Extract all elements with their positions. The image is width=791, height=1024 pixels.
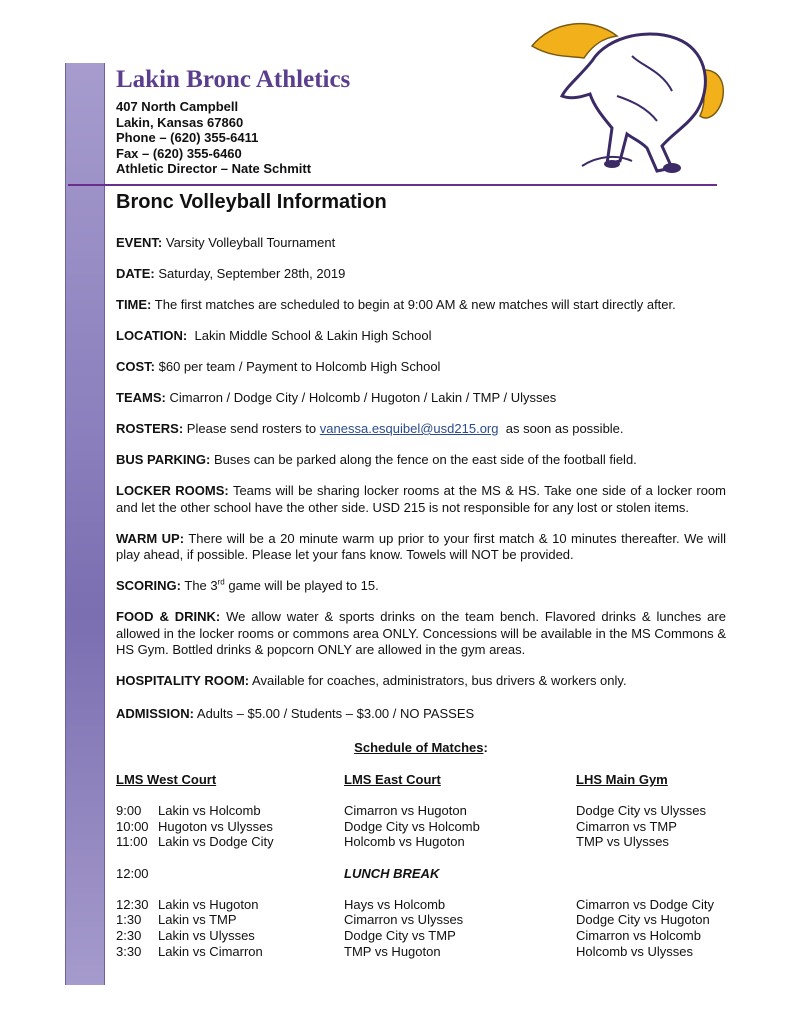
info-teams	[116, 390, 726, 407]
info-text: Lakin Middle School & Lakin High School	[194, 328, 432, 343]
sidebar-bar	[65, 63, 105, 985]
info-scoring	[116, 578, 726, 595]
match-east: Cimarron vs Ulysses	[344, 912, 464, 928]
table-row	[116, 834, 726, 850]
match-gym: Cimarron vs TMP	[576, 818, 677, 834]
info-bus-parking	[116, 452, 726, 469]
info-text: game will be played to 15.	[228, 578, 379, 593]
match-west: Lakin vs TMP	[158, 912, 237, 928]
match-east: Hays vs Holcomb	[344, 896, 446, 912]
info-rosters	[116, 421, 726, 438]
address-street: 407 North Campbell	[116, 99, 239, 114]
match-time: 10:00	[116, 818, 149, 834]
info-locker-rooms	[116, 483, 726, 516]
info-label: ROSTERS:	[116, 421, 184, 436]
info-label: DATE:	[116, 266, 155, 281]
spacer-row	[116, 850, 726, 866]
schedule-header-row	[116, 772, 726, 788]
info-text: Varsity Volleyball Tournament	[165, 235, 336, 250]
info-text: Cimarron / Dodge City / Holcomb / Hugoton / Lakin / TMP / Ulysses	[169, 390, 557, 405]
match-time: 11:00	[116, 834, 148, 850]
match-east: Holcomb vs Hugoton	[344, 834, 465, 850]
table-row	[116, 912, 726, 928]
info-text: Adults – $5.00 / Students – $3.00 / NO PASSES	[196, 705, 475, 721]
schedule-title	[116, 740, 726, 755]
info-text: The 3	[184, 578, 218, 593]
info-text: Buses can be parked along the fence on the east side of the football field.	[214, 452, 637, 467]
info-label: FOOD & DRINK:	[116, 609, 221, 624]
match-east: Dodge City vs Holcomb	[344, 818, 480, 834]
info-time	[116, 297, 726, 314]
match-time: 1:30	[116, 912, 142, 928]
header-east-cell	[344, 772, 576, 788]
table-row	[116, 803, 726, 819]
info-text: Saturday, September 28th, 2019	[158, 266, 346, 281]
schedule-table	[116, 772, 726, 959]
info-label: LOCKER ROOMS:	[116, 483, 229, 498]
match-gym: Dodge City vs Ulysses	[576, 803, 707, 819]
document-body	[116, 64, 726, 959]
ordinal-suffix: rd	[217, 577, 225, 587]
info-hospitality	[116, 673, 726, 690]
info-food-drink	[116, 609, 726, 659]
match-west: Lakin vs Cimarron	[158, 943, 263, 959]
column-header-gym: LHS Main Gym	[576, 772, 668, 787]
address-director: Athletic Director – Nate Schmitt	[116, 161, 312, 177]
info-label: WARM UP:	[116, 530, 185, 546]
info-text: as soon as possible.	[505, 421, 624, 436]
info-event	[116, 235, 726, 252]
match-gym: Holcomb vs Ulysses	[576, 943, 694, 959]
info-label: LOCATION:	[116, 328, 188, 343]
match-time: 12:00	[116, 865, 149, 881]
roster-email-link[interactable]: vanessa.esquibel@usd215.org	[319, 421, 499, 436]
info-label: EVENT:	[116, 235, 163, 250]
match-west: Lakin vs Dodge City	[158, 834, 274, 850]
column-header-west: LMS West Court	[116, 772, 217, 787]
spacer-row	[116, 881, 726, 897]
info-text: We allow water & sports drinks on the team bench. Flavored drinks & lunches are allowed in the locker rooms or commons area ONLY. Concessions will be available in the MS Commons & HS Gym. Bottled drinks & popcorn ONLY are allowed in the gym areas.	[116, 609, 726, 657]
info-text: Teams will be sharing locker rooms at the MS & HS. Take one side of a locker room and let the other school have the other side. USD 215 is not responsible for any lost or stolen items.	[116, 483, 726, 515]
match-west: Lakin vs Holcomb	[158, 803, 261, 819]
school-title: Lakin Bronc Athletics	[116, 66, 351, 93]
info-text: $60 per team / Payment to Holcomb High School	[158, 359, 441, 374]
match-east: Dodge City vs TMP	[344, 927, 456, 943]
document-title: Bronc Volleyball Information	[116, 191, 387, 213]
spacer-row	[116, 788, 726, 804]
match-west: Lakin vs Hugoton	[158, 896, 259, 912]
match-time: 9:00	[116, 803, 142, 819]
match-gym: Dodge City vs Hugoton	[576, 912, 710, 928]
address-fax: Fax – (620) 355-6460	[116, 145, 242, 161]
match-west: Hugoton vs Ulysses	[158, 818, 273, 834]
info-date	[116, 266, 726, 283]
header-divider	[68, 184, 717, 186]
match-west	[158, 866, 344, 882]
match-east: TMP vs Hugoton	[344, 943, 441, 959]
info-label: ADMISSION:	[116, 705, 194, 721]
schedule-title-colon: :	[483, 740, 488, 755]
table-row-lunch	[116, 866, 726, 882]
match-east: Cimarron vs Hugoton	[344, 803, 467, 819]
info-label: COST:	[116, 359, 155, 374]
info-warm-up	[116, 531, 726, 564]
info-location	[116, 328, 726, 345]
header-gym-cell	[576, 772, 726, 788]
table-row	[116, 819, 726, 835]
match-gym	[576, 866, 726, 882]
info-label: TEAMS:	[116, 390, 166, 405]
info-text: Please send rosters to	[186, 421, 317, 436]
match-time: 2:30	[116, 927, 142, 943]
info-admission	[116, 706, 726, 723]
match-west: Lakin vs Ulysses	[158, 927, 255, 943]
address-block	[116, 99, 726, 177]
info-label: HOSPITALITY ROOM:	[116, 673, 250, 688]
match-gym: Cimarron vs Holcomb	[576, 927, 701, 943]
match-time: 3:30	[116, 943, 142, 959]
info-label: BUS PARKING:	[116, 452, 211, 467]
address-phone: Phone – (620) 355-6411	[116, 130, 259, 146]
table-row	[116, 928, 726, 944]
info-label: SCORING:	[116, 578, 181, 593]
info-label: TIME:	[116, 297, 152, 312]
match-time: 12:30	[116, 896, 149, 912]
schedule-title-text: Schedule of Matches	[354, 740, 484, 755]
info-list	[116, 235, 726, 722]
info-text: There will be a 20 minute warm up prior to your first match & 10 minutes thereafter. We will play ahead, if possible. Please let your fans know. Towels will NOT be provided.	[116, 530, 726, 562]
match-gym: Cimarron vs Dodge City	[576, 896, 714, 912]
address-city: Lakin, Kansas 67860	[116, 114, 244, 130]
info-cost	[116, 359, 726, 376]
match-gym: TMP vs Ulysses	[576, 834, 669, 850]
table-row	[116, 944, 726, 960]
column-header-east: LMS East Court	[344, 772, 441, 787]
table-row	[116, 897, 726, 913]
info-text: The first matches are scheduled to begin at 9:00 AM & new matches will start directly after.	[154, 297, 676, 312]
info-text: Available for coaches, administrators, bus drivers & workers only.	[252, 673, 627, 688]
lunch-break-label: LUNCH BREAK	[344, 865, 440, 881]
header-west-cell	[116, 772, 344, 788]
